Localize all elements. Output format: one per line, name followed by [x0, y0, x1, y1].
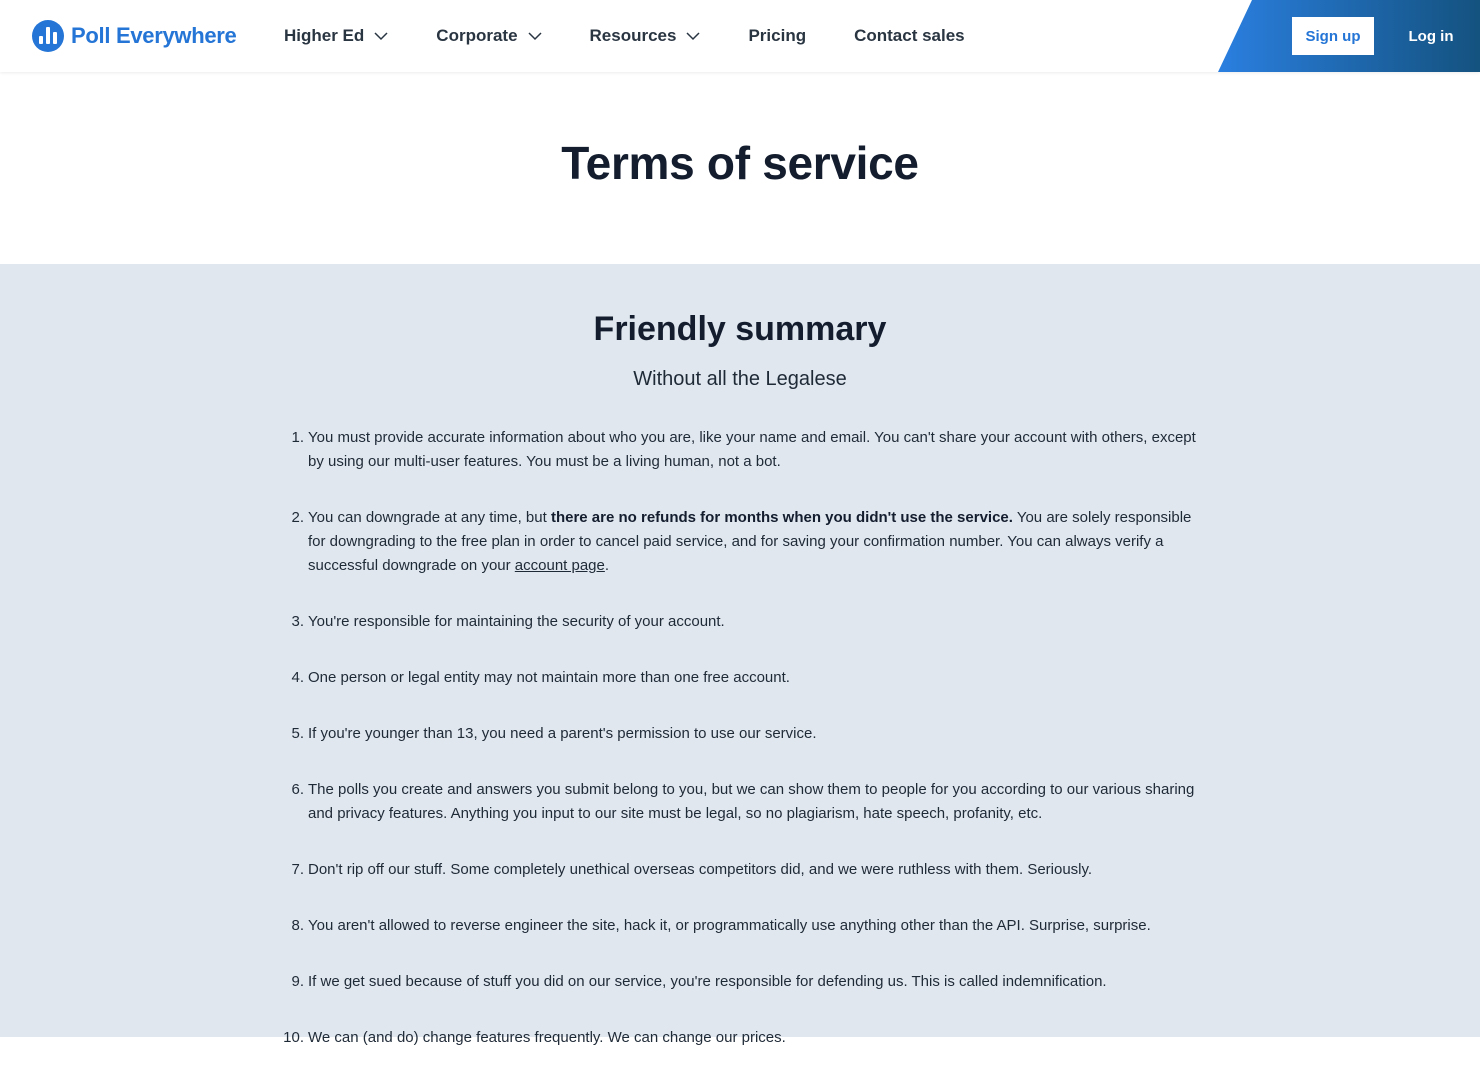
- log-in-button[interactable]: Log in: [1404, 17, 1458, 55]
- summary-title: Friendly summary: [593, 310, 887, 348]
- nav-resources[interactable]: [590, 26, 701, 46]
- list-item-text: .: [604, 557, 610, 574]
- page-title: Terms of service: [561, 137, 919, 189]
- list-item: [283, 1026, 1212, 1050]
- list-item: [291, 722, 1212, 746]
- list-item-number: 8.: [291, 917, 304, 934]
- list-item: [291, 666, 1212, 690]
- list-item: [291, 778, 1212, 826]
- list-item-number: 6.: [291, 781, 304, 798]
- list-item-number: 10.: [283, 1029, 304, 1046]
- list-item: [291, 970, 1212, 994]
- nav-corporate[interactable]: [436, 26, 541, 46]
- list-item-text: If you're younger than 13, you need a parent's permission to use our service.: [308, 725, 817, 742]
- list-item-text: You are solely responsible for downgrading to the free plan in order to cancel paid service, and for saving your confirmation number. You can always verify a successful downgrade on your: [308, 509, 1192, 574]
- list-item-number: 4.: [291, 669, 304, 686]
- list-item: [291, 858, 1212, 882]
- poll-everywhere-logo-icon: [32, 20, 64, 52]
- list-item-number: 2.: [291, 509, 304, 526]
- nav-contact-sales-label: Contact sales: [854, 26, 965, 45]
- list-item: [291, 610, 1212, 634]
- no-refunds-notice: there are no refunds for months when you didn't use the service.: [550, 509, 1013, 526]
- list-item-text: We can (and do) change features frequently. We can change our prices.: [308, 1029, 786, 1046]
- list-item: [291, 426, 1212, 474]
- list-item: [291, 506, 1212, 578]
- list-item-text: If we get sued because of stuff you did on our service, you're responsible for defending us. This is called indemnification.: [308, 973, 1107, 990]
- list-item-number: 3.: [291, 613, 304, 630]
- logo-text: Poll Everywhere: [71, 23, 237, 48]
- logo[interactable]: [32, 19, 236, 53]
- chevron-down-icon: [374, 32, 388, 40]
- hero: [0, 72, 1480, 264]
- nav-corporate-label: Corporate: [436, 26, 518, 45]
- summary-subtitle: Without all the Legalese: [633, 368, 847, 390]
- chevron-down-icon: [686, 32, 700, 40]
- chevron-down-icon: [528, 32, 542, 40]
- nav-contact-sales[interactable]: [854, 26, 965, 46]
- list-item-number: 9.: [291, 973, 304, 990]
- nav-pricing[interactable]: [748, 26, 806, 46]
- nav-pricing-label: Pricing: [748, 26, 807, 45]
- friendly-summary-section: [0, 264, 1480, 1046]
- nav-higher-ed[interactable]: [284, 26, 388, 46]
- list-item-text: The polls you create and answers you submit belong to you, but we can show them to people for you according to our various sharing and privacy features. Anything you input to our site must be legal, so no plagiarism, hate speech, profanity, etc.: [308, 781, 1195, 822]
- site-header: [0, 0, 1480, 72]
- list-item-text: You can downgrade at any time, but: [308, 509, 551, 526]
- list-item-text: You must provide accurate information about who you are, like your name and email. You can't share your account with others, except by using our multi-user features. You must be a living human, not a bot.: [308, 429, 1196, 470]
- sign-up-button[interactable]: Sign up: [1292, 17, 1374, 55]
- terms-list: [283, 426, 1212, 1082]
- list-item-text: One person or legal entity may not maintain more than one free account.: [308, 669, 790, 686]
- account-page-link[interactable]: account page: [514, 557, 605, 574]
- list-item-number: 1.: [291, 429, 304, 446]
- nav-higher-ed-label: Higher Ed: [284, 26, 365, 45]
- list-item-text: You're responsible for maintaining the security of your account.: [308, 613, 725, 630]
- list-item-number: 5.: [291, 725, 304, 742]
- list-item: [291, 914, 1212, 938]
- list-item-number: 7.: [291, 861, 304, 878]
- list-item-text: Don't rip off our stuff. Some completely unethical overseas competitors did, and we were ruthless with them. Seriously.: [308, 861, 1093, 878]
- nav-resources-label: Resources: [589, 26, 677, 45]
- main-nav: [284, 0, 1013, 72]
- list-item-text: You aren't allowed to reverse engineer the site, hack it, or programmatically use anything other than the API. Surprise, surprise.: [308, 917, 1151, 934]
